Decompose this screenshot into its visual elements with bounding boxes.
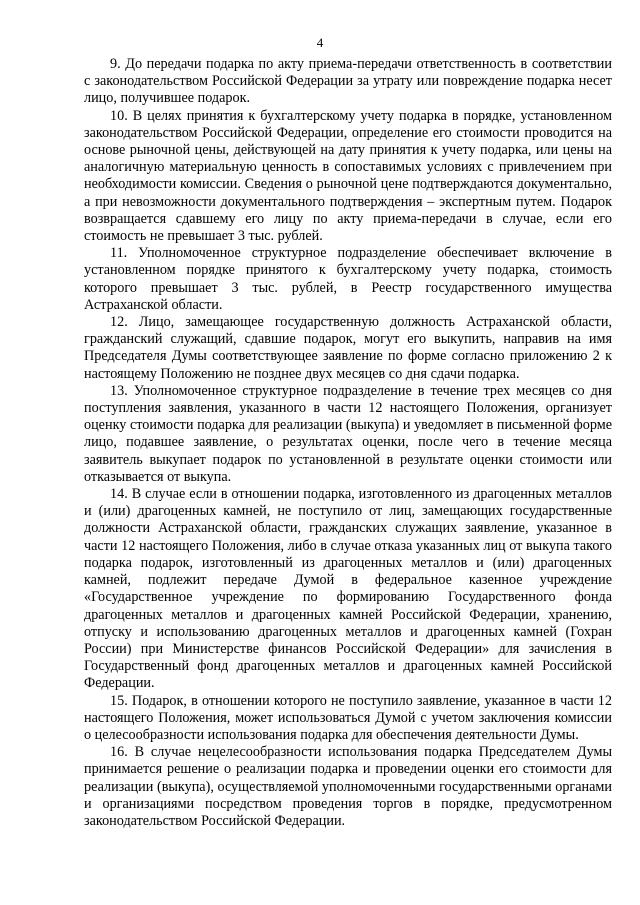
page-number: 4 bbox=[316, 35, 324, 50]
paragraph-9: 9. До передачи подарка по акту приема-передачи ответственность в соответствии с законодательством Российской Федерации за утрату или повреждение подарка несет лицо, получившее подарок. bbox=[84, 56, 612, 107]
paragraph-13: 13. Уполномоченное структурное подразделение в течение трех месяцев со дня поступления заявления, указанного в части 12 настоящего Положения, организует оценку стоимости подарка для реализации (выкупа) и уведомляет в письменной форме лицо, подавшее заявление, о результатах оценки, после чего в течение месяца заявитель выкупает подарок по установленной в результате оценки стоимости или отказывается от выкупа. bbox=[84, 382, 612, 485]
document-body bbox=[84, 56, 612, 830]
paragraph-11: 11. Уполномоченное структурное подразделение обеспечивает включение в установленном порядке принятого к бухгалтерскому учету подарка, стоимость которого превышает 3 тыс. рублей, в Реестр государственного имущества Астраханской области. bbox=[84, 245, 612, 313]
paragraph-15: 15. Подарок, в отношении которого не поступило заявление, указанное в части 12 настоящего Положения, может использоваться Думой с учетом заключения комиссии о целесообразности использования подарка для обеспечения деятельности Думы. bbox=[84, 692, 612, 743]
paragraph-10: 10. В целях принятия к бухгалтерскому учету подарка в порядке, установленном законодательством Российской Федерации, определение его стоимости проводится на основе рыночной цены, действующей на дату принятия к учету подарка, или цены на аналогичную материальную ценность в сопоставимых условиях с привлечением при необходимости комиссии. Сведения о рыночной цене подтверждаются документально, а при невозможности документального подтверждения – экспертным путем. Подарок возвращается сдавшему его лицу по акту приема-передачи в случае, если его стоимость не превышает 3 тыс. рублей. bbox=[84, 107, 612, 245]
paragraph-14: 14. В случае если в отношении подарка, изготовленного из драгоценных металлов и (или) драгоценных камней, не поступило от лиц, замещающих государственные должности Астраханской области, гражданских служащих заявление, указанное в части 12 настоящего Положения, либо в случае отказа указанных лиц от выкупа такого подарка подарок, изготовленный из драгоценных металлов и (или) драгоценных камней, подлежит передаче Думой в федеральное казенное учреждение «Государственное учреждение по формированию Государственного фонда драгоценных металлов и драгоценных камней Российской Федерации, хранению, отпуску и использованию драгоценных металлов и драгоценных камней (Гохран России) при Министерстве финансов Российской Федерации» для зачисления в Государственный фонд драгоценных металлов и драгоценных камней Российской Федерации. bbox=[84, 486, 612, 692]
paragraph-12: 12. Лицо, замещающее государственную должность Астраханской области, гражданский служащий, сдавшие подарок, могут его выкупить, направив на имя Председателя Думы соответствующее заявление по форме согласно приложению 2 к настоящему Положению не позднее двух месяцев со дня сдачи подарка. bbox=[84, 314, 612, 382]
paragraph-16: 16. В случае нецелесообразности использования подарка Председателем Думы принимается решение о реализации подарка и проведении оценки его стоимости для реализации (выкупа), осуществляемой уполномоченными государственными органами и организациями посредством проведения торгов в порядке, предусмотренном законодательством Российской Федерации. bbox=[84, 744, 612, 829]
